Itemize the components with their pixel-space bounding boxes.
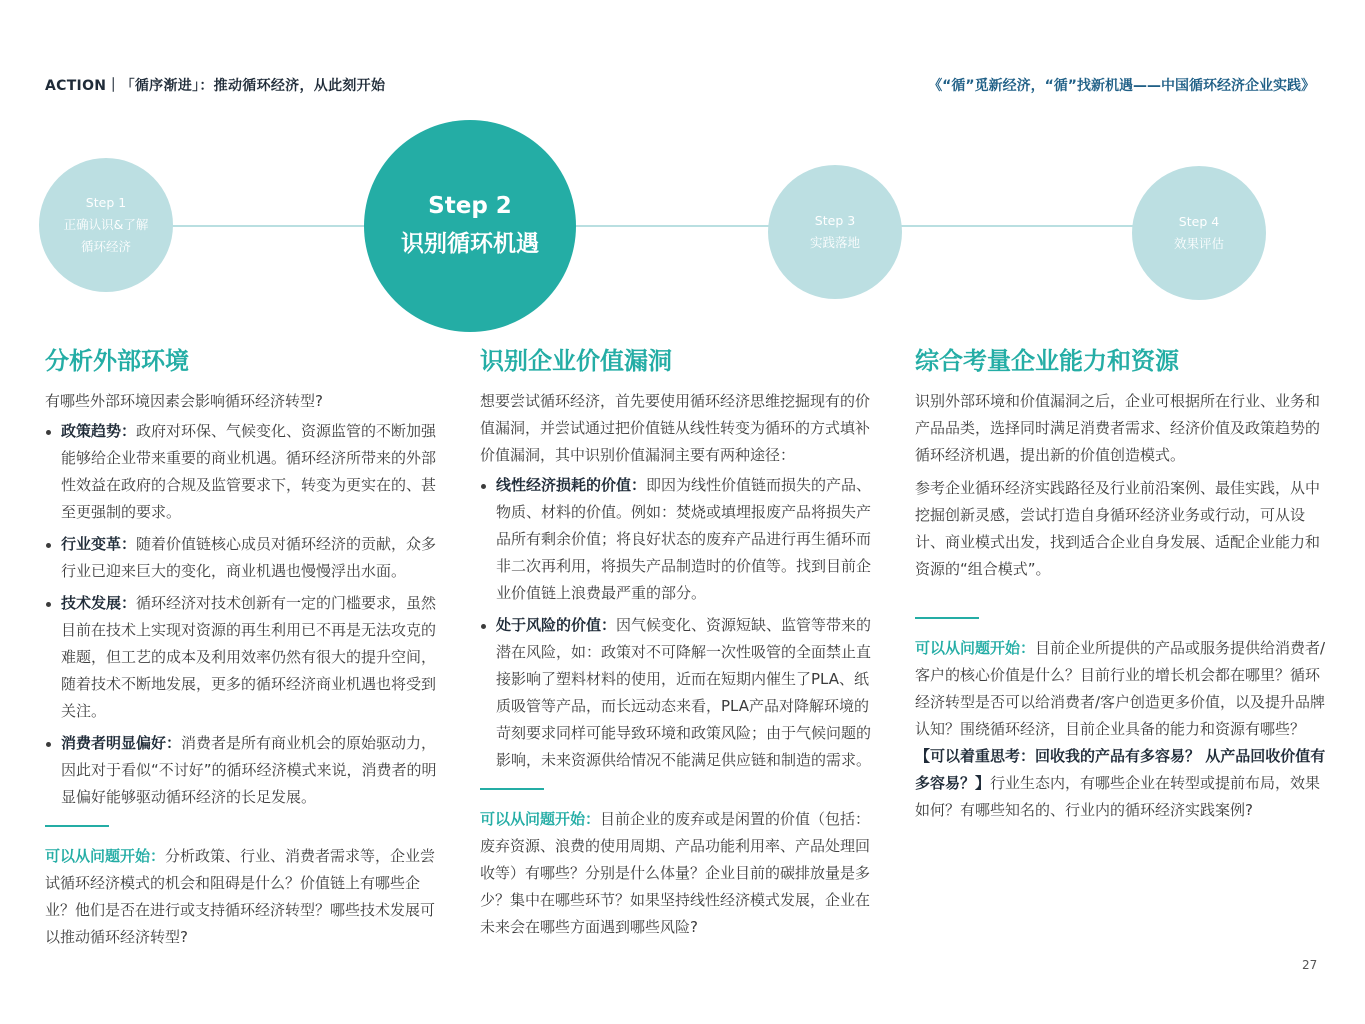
bullet-text: 循环经济对技术创新有一定的门槛要求，虽然目前在技术上实现对资源的再生利用已不再是无法攻克的难题，但工艺的成本及利用效率仍然有很大的提升空间，随着技术不断地发展，更多的循环经济商业机遇也将受到关注。 [61,594,437,720]
question-label: 可以从问题开始： [480,810,601,828]
question-emphasis: 【可以着重思考：回收我的产品有多容易？ 从产品回收价值有多容易？】 [915,747,1326,792]
bullet-label: 行业变革 [61,535,122,553]
bullet-list [480,472,882,774]
step-progress [0,110,1365,340]
column-value-leakage [480,343,882,941]
section-heading: 识别企业价值漏洞 [480,347,672,375]
step-3-circle [768,165,902,299]
bullet-text: 随着价值链核心成员对循环经济的贡献，众多行业已迎来巨大的变化，商业机遇也慢慢浮出水面。 [61,535,437,580]
question-text-1: 目前企业所提供的产品或服务提供给消费者/客户的核心价值是什么？目前行业的增长机会都在哪里？循环经济转型是否可以给消费者/客户创造更多价值，以及提升品牌认知？围绕循环经济，目前企业具备的能力和资源有哪些？ [915,639,1326,738]
bullet-text: 政府对环保、气候变化、资源监管的不断加强能够给企业带来重要的商业机遇。循环经济所带来的外部性效益在政府的合规及监管要求下，转变为更实在的、甚至更强制的要求。 [61,422,437,521]
bullet-label: 政策趋势 [61,422,122,440]
header-right-title: 《“循”觅新经济，“循”找新机遇——中国循环经济企业实践》 [928,78,1315,94]
bullet-text: 因气候变化、资源短缺、监管等带来的潜在风险，如：政策对不可降解一次性吸管的全面禁止直接影响了塑料材料的使用，近而在短期内催生了PLA、纸质吸管等产品，而长远动态来看，PLA产品对降解环境的苛刻要求同样可能导致环境和政策风险；由于气候问题的影响，未来资源供给情况不能满足供应链和制造的需求。 [496,616,872,769]
bullet-icon [46,602,51,607]
question-paragraph [45,843,445,951]
step-1-label-line-1: 正确认识&了解 [63,217,149,232]
bullet-list [45,418,445,811]
bullet-label: 消费者明显偏好 [61,734,167,752]
column-capabilities-resources [915,343,1327,824]
step-4-label: 效果评估 [1173,236,1224,251]
question-label: 可以从问题开始： [915,639,1036,657]
step-2-circle [364,120,576,332]
header-left-title: ACTION｜「循序渐进」：推动循环经济，从此刻开始 [45,78,386,94]
step-1-label-line-2: 循环经济 [80,239,131,254]
bullet-text: 消费者是所有商业机会的原始驱动力，因此对于看似“不讨好”的循环经济模式来说，消费者的明显偏好能够驱动循环经济的长足发展。 [61,734,437,806]
question-text: 目前企业的废弃或是闲置的价值（包括：废弃资源、浪费的使用周期、产品功能利用率、产品处理回收等）有哪些？分别是什么体量？企业目前的碳排放量是多少？集中在哪些环节？如果坚持线性经济模式发展，企业在未来会在哪些方面遇到哪些风险? [480,810,871,936]
section-intro: 有哪些外部环境因素会影响循环经济转型? [45,392,323,410]
bullet-icon [46,543,51,548]
question-text-2: 行业生态内，有哪些企业在转型或提前布局，效果如何？有哪些知名的、行业内的循环经济实践案例? [915,774,1321,819]
list-item: 技术发展：循环经济对技术创新有一定的门槛要求，虽然目前在技术上实现对资源的再生利用已不再是无法攻克的难题，但工艺的成本及利用效率仍然有很大的提升空间，随着技术不断地发展，更多的循环经济商业机遇也将受到关注。 [45,590,445,725]
step-3-label: 实践落地 [809,235,860,250]
bullet-icon [481,624,486,629]
bullet-icon [46,430,51,435]
question-text: 分析政策、行业、消费者需求等，企业尝试循环经济模式的机会和阻碍是什么？价值链上有哪些企业？他们是否在进行或支持循环经济转型？哪些技术发展可以推动循环经济转型? [45,847,436,946]
section-paragraph-2: 参考企业循环经济实践路径及行业前沿案例、最佳实践，从中挖掘创新灵感，尝试打造自身循环经济业务或行动，可从设计、商业模式出发，找到适合企业自身发展、适配企业能力和资源的“组合模式”。 [915,479,1321,578]
bullet-label: 线性经济损耗的价值 [496,476,632,494]
step-1-circle [39,158,173,292]
section-heading: 综合考量企业能力和资源 [915,347,1179,375]
question-paragraph [915,635,1327,824]
question-label: 可以从问题开始： [45,847,166,865]
section-divider [480,788,544,790]
list-item: 线性经济损耗的价值：即因为线性价值链而损失的产品、物质、材料的价值。例如：焚烧或填埋报废产品将损失产品所有剩余价值；将良好状态的废弃产品进行再生循环而非二次再利用，将损失产品制造时的价值等。找到目前企业价值链上浪费最严重的部分。 [480,472,882,607]
bullet-icon [481,484,486,489]
page-number: 27 [1302,958,1318,972]
column-external-environment [45,343,445,951]
list-item: 政策趋势：政府对环保、气候变化、资源监管的不断加强能够给企业带来重要的商业机遇。循环经济所带来的外部性效益在政府的合规及监管要求下，转变为更实在的、甚至更强制的要求。 [45,418,445,526]
question-paragraph [480,806,882,941]
list-item: 行业变革：随着价值链核心成员对循环经济的贡献，众多行业已迎来巨大的变化，商业机遇也慢慢浮出水面。 [45,531,445,585]
section-paragraph-1: 识别外部环境和价值漏洞之后，企业可根据所在行业、业务和产品品类，选择同时满足消费者需求、经济价值及政策趋势的循环经济机遇，提出新的价值创造模式。 [915,392,1321,464]
list-item: 消费者明显偏好：消费者是所有商业机会的原始驱动力，因此对于看似“不讨好”的循环经济模式来说，消费者的明显偏好能够驱动循环经济的长足发展。 [45,730,445,811]
section-heading: 分析外部环境 [45,347,189,375]
bullet-label: 处于风险的价值 [496,616,602,634]
step-4-circle [1132,166,1266,300]
step-1-number: Step 1 [85,195,127,210]
step-3-number: Step 3 [814,213,856,228]
bullet-label: 技术发展 [61,594,122,612]
section-intro: 想要尝试循环经济，首先要使用循环经济思维挖掘现有的价值漏洞，并尝试通过把价值链从线性转变为循环的方式填补价值漏洞，其中识别价值漏洞主要有两种途径： [480,392,871,464]
step-connector-line [105,225,1200,227]
list-item: 处于风险的价值：因气候变化、资源短缺、监管等带来的潜在风险，如：政策对不可降解一次性吸管的全面禁止直接影响了塑料材料的使用，近而在短期内催生了PLA、纸质吸管等产品，而长远动态来看，PLA产品对降解环境的苛刻要求同样可能导致环境和政策风险；由于气候问题的影响，未来资源供给情况不能满足供应链和制造的需求。 [480,612,882,774]
step-2-number: Step 2 [428,193,512,219]
step-4-number: Step 4 [1178,214,1220,229]
bullet-icon [46,742,51,747]
step-2-title: 识别循环机遇 [401,231,539,257]
bullet-text: 即因为线性价值链而损失的产品、物质、材料的价值。例如：焚烧或填埋报废产品将损失产品所有剩余价值；将良好状态的废弃产品进行再生循环而非二次再利用，将损失产品制造时的价值等。找到目前企业价值链上浪费最严重的部分。 [496,476,872,602]
section-divider [915,617,979,619]
section-divider [45,825,109,827]
